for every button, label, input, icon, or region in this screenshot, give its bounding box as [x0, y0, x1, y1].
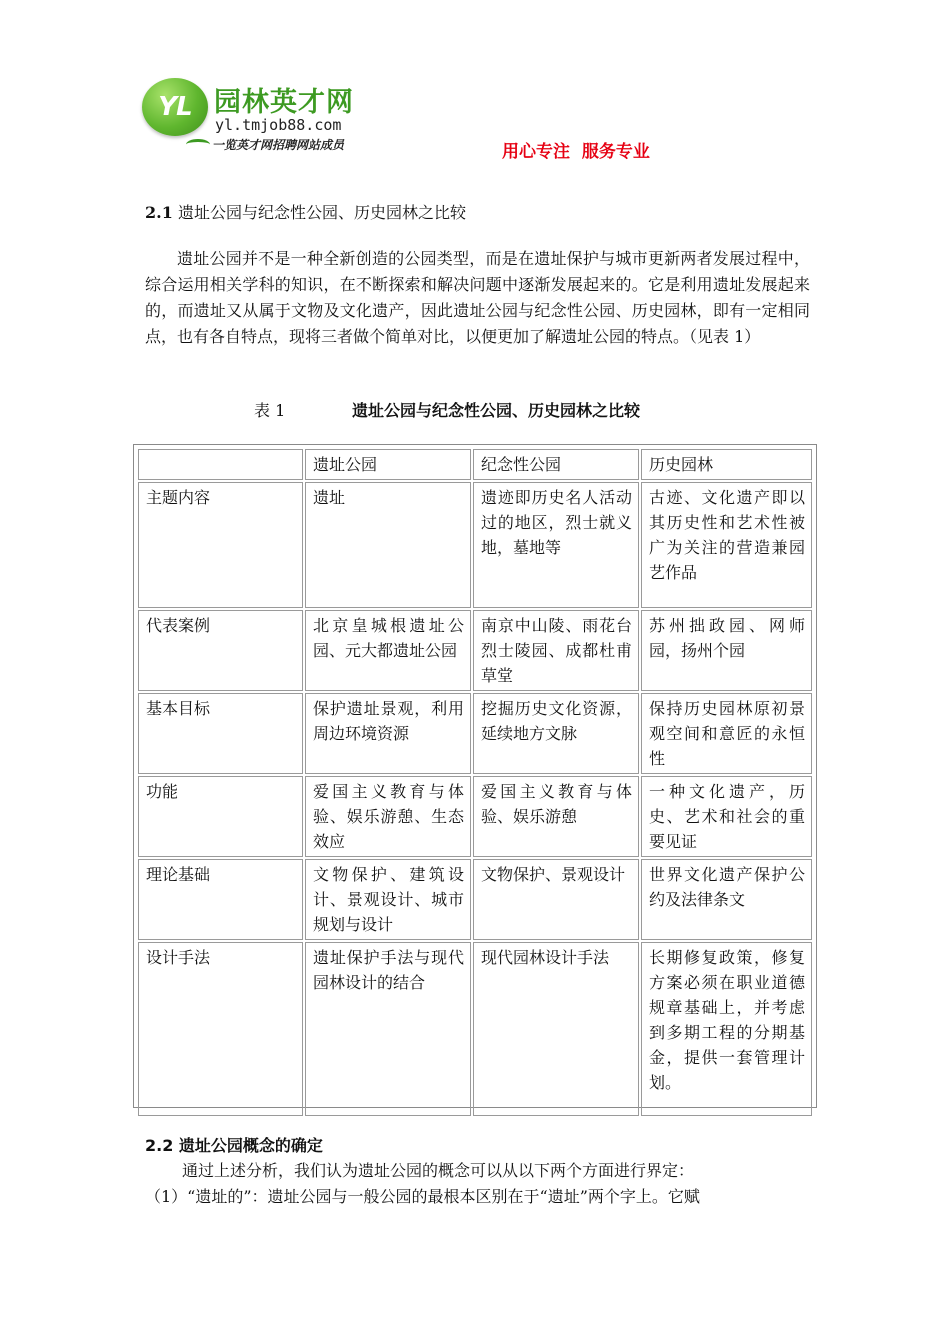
table-header-row: [138, 449, 812, 480]
table-cell: 现代园林设计手法: [473, 942, 639, 1116]
table-row-label: 功能: [138, 776, 303, 857]
header-slogan: 用心专注 服务专业: [502, 142, 650, 162]
table-header-cell: 遗址公园: [305, 449, 471, 480]
logo-url: yl.tmjob88.com: [215, 116, 342, 134]
table-row-label: 代表案例: [138, 610, 303, 691]
section-paragraph: 遗址公园并不是一种全新创造的公园类型，而是在遗址保护与城市更新两者发展过程中，综合运用相关学科的知识，在不断探索和解决问题中逐渐发展起来的。它是利用遗址发展起来的，而遗址又从属于文物及文化遗产，因此遗址公园与纪念性公园、历史园林，即有一定相同点，也有各自特点，现将三者做个简单对比，以便更加了解遗址公园的特点。（见表 1）: [145, 249, 810, 346]
table-row-label: 基本目标: [138, 693, 303, 774]
section-title: 遗址公园与纪念性公园、历史园林之比较: [177, 203, 466, 222]
table-cell: 挖掘历史文化资源，延续地方文脉: [473, 693, 639, 774]
table-header-cell: 历史园林: [641, 449, 812, 480]
section2-line-1: 通过上述分析，我们认为遗址公园的概念可以从以下两个方面进行界定：: [182, 1161, 695, 1180]
table-cell: 保持历史园林原初景观空间和意匠的永恒性: [641, 693, 812, 774]
section-heading-2-2: 2.2 遗址公园概念的确定: [145, 1136, 323, 1155]
table-cell: 苏州拙政园、网师园，扬州个园: [641, 610, 812, 691]
table-header-cell: [138, 449, 303, 480]
table-cell: 北京皇城根遗址公园、元大都遗址公园: [305, 610, 471, 691]
table-row: [138, 693, 812, 774]
table-cell: 爱国主义教育与体验、娱乐游憩: [473, 776, 639, 857]
comparison-table: [133, 444, 817, 1108]
table-cell: 保护遗址景观，利用周边环境资源: [305, 693, 471, 774]
section-number: 2.1: [145, 203, 173, 222]
logo-badge-text: YL: [158, 92, 192, 122]
swoosh-icon: [186, 139, 210, 150]
table-cell: 古迹、文化遗产即以其历史性和艺术性被广为关注的营造兼园艺作品: [641, 482, 812, 608]
table-cell: 爱国主义教育与体验、娱乐游憩、生态效应: [305, 776, 471, 857]
section2-line-2: （1）“遗址的”：遗址公园与一般公园的最根本区别在于“遗址”两个字上。它赋: [145, 1187, 700, 1206]
table-cell: 世界文化遗产保护公约及法律条文: [641, 859, 812, 940]
table-row: [138, 776, 812, 857]
table-row: [138, 482, 812, 608]
table-row: [138, 859, 812, 940]
logo-badge: [142, 78, 208, 136]
table-header-cell: 纪念性公园: [473, 449, 639, 480]
logo-tagline: 一览英才网招聘网站成员: [212, 138, 345, 152]
table-cell: 文物保护、景观设计: [473, 859, 639, 940]
table-caption-title: 遗址公园与纪念性公园、历史园林之比较: [352, 401, 641, 420]
table-row: [138, 942, 812, 1116]
table-cell: 文物保护、建筑设计、景观设计、城市规划与设计: [305, 859, 471, 940]
table-row-label: 主题内容: [138, 482, 303, 608]
table-row-label: 设计手法: [138, 942, 303, 1116]
table-cell: 一种文化遗产，历史、艺术和社会的重要见证: [641, 776, 812, 857]
table-cell: 遗迹即历史名人活动过的地区，烈士就义地，墓地等: [473, 482, 639, 608]
table-caption-number: 表 1: [254, 401, 286, 420]
table-cell: 遗址保护手法与现代园林设计的结合: [305, 942, 471, 1116]
table-row: [138, 610, 812, 691]
site-logo[interactable]: [140, 72, 400, 162]
table-row-label: 理论基础: [138, 859, 303, 940]
logo-name: 园林英才网: [214, 87, 354, 118]
section-heading-2-1: [145, 200, 466, 223]
table-cell: 长期修复政策，修复方案必须在职业道德规章基础上，并考虑到多期工程的分期基金，提供一套管理计划。: [641, 942, 812, 1116]
table-cell: 遗址: [305, 482, 471, 608]
table-cell: 南京中山陵、雨花台烈士陵园、成都杜甫草堂: [473, 610, 639, 691]
